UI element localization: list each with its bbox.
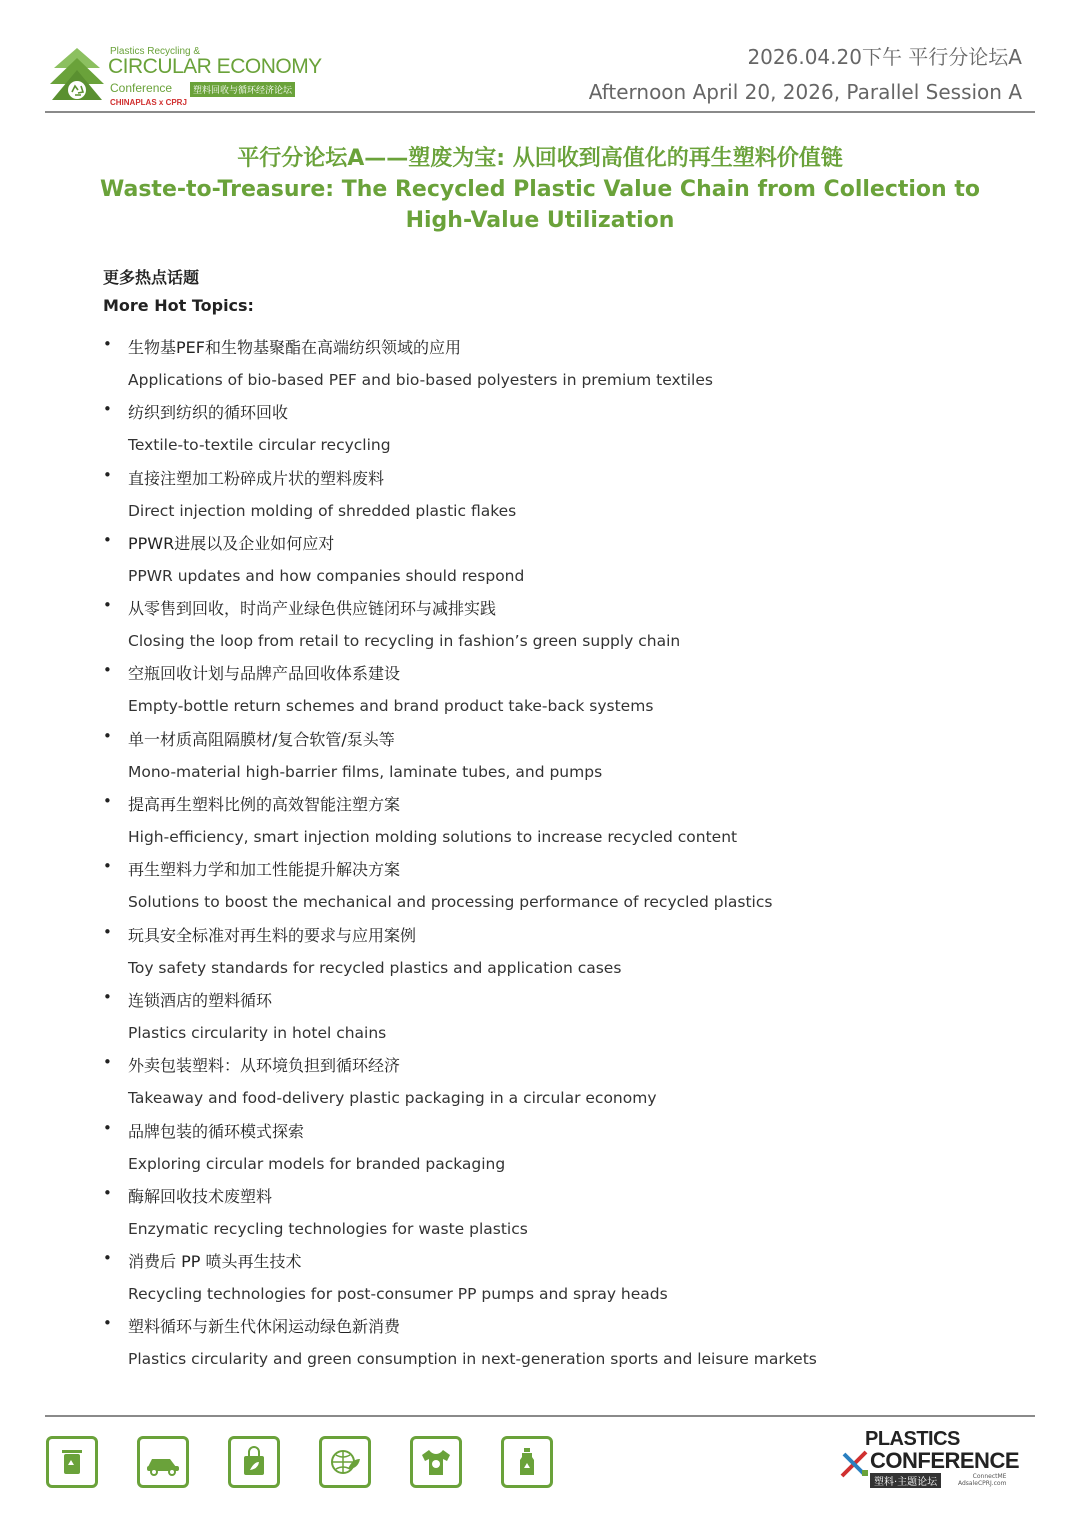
topic-cn: • 玩具安全标准对再生料的要求与应用案例 <box>128 925 417 945</box>
list-item <box>103 1311 1003 1376</box>
topic-cn: • 提高再生塑料比例的高效智能注塑方案 <box>128 795 401 815</box>
tree-recycle-icon <box>50 48 104 108</box>
plastics-conference-logo <box>840 1428 1025 1490</box>
header-divider <box>45 111 1035 113</box>
list-item <box>103 724 1003 789</box>
section-heading <box>103 264 254 320</box>
list-item <box>103 789 1003 854</box>
topic-cn: • 直接注塑加工粉碎成片状的塑料废料 <box>128 468 385 488</box>
topic-en: Plastics circularity in hotel chains <box>128 1023 387 1042</box>
topic-cn: • 酶解回收技术废塑料 <box>128 1186 273 1206</box>
topic-en: Exploring circular models for branded packaging <box>128 1154 506 1173</box>
topic-cn: • PPWR进展以及企业如何应对 <box>128 533 335 553</box>
list-item <box>103 985 1003 1050</box>
topic-en: Empty-bottle return schemes and brand product take-back systems <box>128 697 654 716</box>
title-cn: 平行分论坛A——塑废为宝: 从回收到高值化的再生塑料价值链 <box>237 146 843 171</box>
session-info <box>589 42 1022 109</box>
topic-cn: • 外卖包装塑料：从环境负担到循环经济 <box>128 1056 401 1076</box>
topic-cn: • 品牌包装的循环模式探索 <box>128 1121 305 1141</box>
list-item <box>103 1050 1003 1115</box>
topic-cn: • 单一材质高阻隔膜材/复合软管/泵头等 <box>128 729 395 749</box>
globe-leaf-icon <box>319 1436 371 1488</box>
logo-small-text <box>958 1473 1006 1487</box>
logo-word-plastics: PLASTICS <box>865 1428 960 1450</box>
footer-divider <box>45 1415 1035 1417</box>
topic-cn: • 纺织到纺织的循环回收 <box>128 403 289 423</box>
list-item <box>103 854 1003 919</box>
logo-line1: Plastics Recycling & <box>110 46 201 57</box>
list-item <box>103 463 1003 528</box>
topic-en: Applications of bio-based PEF and bio-based polyesters in premium textiles <box>128 371 713 389</box>
topic-en: Closing the loop from retail to recycling in fashion’s green supply chain <box>128 632 681 651</box>
topic-en: Direct injection molding of shredded plastic flakes <box>128 501 517 520</box>
car-icon <box>137 1436 189 1488</box>
topic-cn: • 连锁酒店的塑料循环 <box>128 990 273 1010</box>
footer-icon-row <box>46 1436 553 1488</box>
session-date-en: Afternoon April 20, 2026, Parallel Session A <box>588 80 1022 104</box>
list-item <box>103 332 1003 397</box>
recycle-bin-icon <box>46 1436 98 1488</box>
section-heading-cn: 更多热点话题 <box>103 268 200 287</box>
shopping-bag-icon <box>228 1436 280 1488</box>
list-item <box>103 397 1003 462</box>
topic-en: High-efficiency, smart injection molding solutions to increase recycled content <box>128 828 738 847</box>
logo-line4: CHINAPLAS x CPRJ <box>110 98 187 107</box>
list-item <box>103 1116 1003 1181</box>
topic-en: Enzymatic recycling technologies for waste plastics <box>128 1219 528 1238</box>
logo-website: AdsaleCPRJ.com <box>958 1480 1007 1487</box>
x-mark-icon <box>840 1450 870 1478</box>
topic-cn: • 空瓶回收计划与品牌产品回收体系建设 <box>128 664 401 684</box>
logo-word-conference: CONFERENCE <box>870 1448 1020 1473</box>
logo-connectme: ConnectME <box>972 1473 1007 1480</box>
topic-en: Solutions to boost the mechanical and processing performance of recycled plastics <box>128 893 773 912</box>
list-item <box>103 528 1003 593</box>
list-item <box>103 1181 1003 1246</box>
session-date-cn: 2026.04.20下午 平行分论坛A <box>747 45 1022 69</box>
topic-en: Textile-to-textile circular recycling <box>128 436 391 455</box>
topic-en: Mono-material high-barrier films, laminate tubes, and pumps <box>128 762 603 781</box>
logo-line3: Conference <box>110 81 173 95</box>
topic-en: Takeaway and food-delivery plastic packaging in a circular economy <box>128 1089 657 1108</box>
recycled-bottle-icon <box>501 1436 553 1488</box>
title-en-line2: High-Value Utilization <box>405 208 675 233</box>
recycled-shirt-icon <box>410 1436 462 1488</box>
section-heading-en: More Hot Topics: <box>103 296 254 315</box>
list-item <box>103 920 1003 985</box>
topic-list <box>103 332 1003 1377</box>
logo-line3-cn: 塑料回收与循环经济论坛 <box>190 82 295 97</box>
list-item <box>103 593 1003 658</box>
topic-cn: • 从零售到回收，时尚产业绿色供应链闭环与减排实践 <box>128 599 497 619</box>
topic-cn: • 塑料循环与新生代休闲运动绿色新消费 <box>128 1317 401 1337</box>
topic-en: Recycling technologies for post-consumer PP pumps and spray heads <box>128 1285 668 1304</box>
topic-en: PPWR updates and how companies should respond <box>128 566 525 585</box>
topic-cn: • 再生塑料力学和加工性能提升解决方案 <box>128 860 401 880</box>
logo-cn-label: 塑料·主题论坛 <box>870 1473 941 1488</box>
list-item <box>103 658 1003 723</box>
topic-cn: • 生物基PEF和生物基聚酯在高端纺织领域的应用 <box>128 338 461 357</box>
list-item <box>103 1246 1003 1311</box>
logo-line2: CIRCULAR ECONOMY <box>108 55 322 78</box>
topic-en: Plastics circularity and green consumption in next-generation sports and leisure markets <box>128 1350 817 1369</box>
title-en-line1: Waste-to-Treasure: The Recycled Plastic Value Chain from Collection to <box>100 177 980 202</box>
page-title <box>60 144 1020 236</box>
topic-en: Toy safety standards for recycled plastics and application cases <box>128 958 622 977</box>
conference-logo <box>50 44 340 110</box>
topic-cn: • 消费后 PP 喷头再生技术 <box>128 1252 302 1272</box>
